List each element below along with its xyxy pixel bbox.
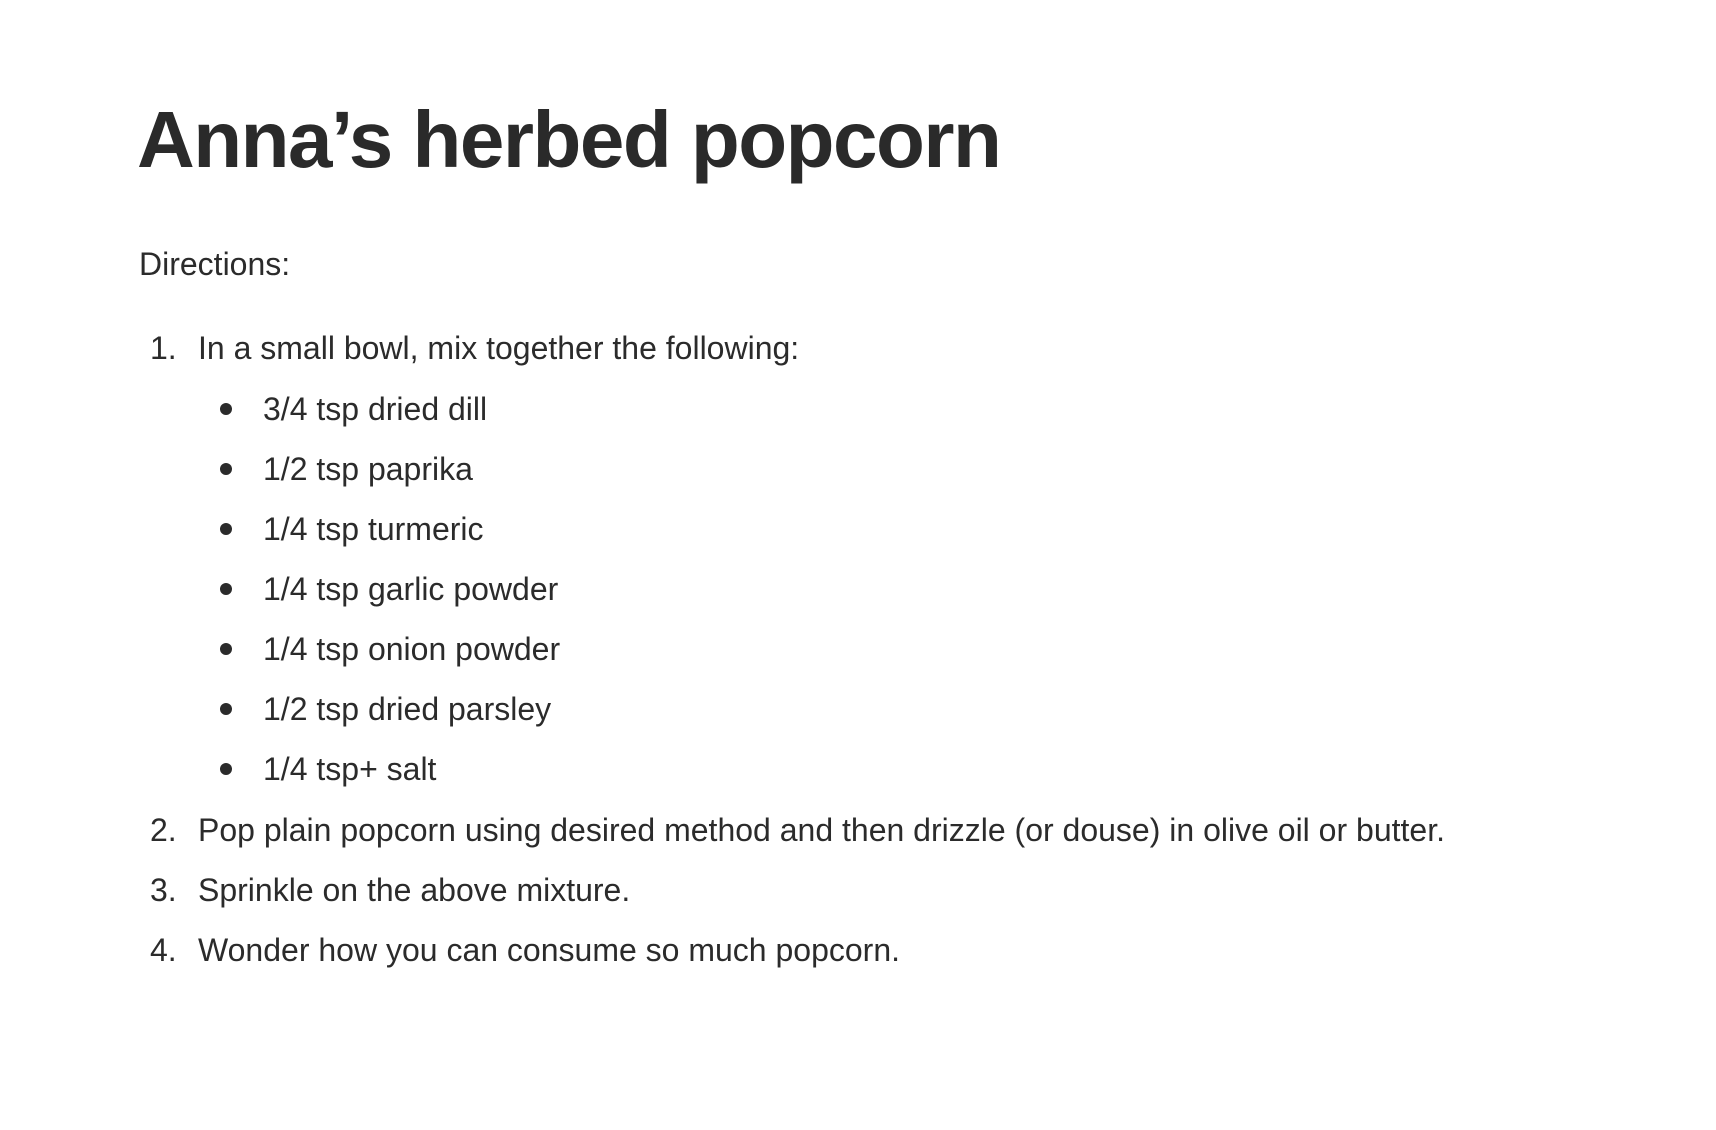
bullet-icon bbox=[220, 403, 232, 415]
step-text: Wonder how you can consume so much popcorn. bbox=[198, 932, 901, 968]
bullet-icon bbox=[220, 583, 232, 595]
step-text: In a small bowl, mix together the following: bbox=[198, 330, 800, 366]
step-number: 2. bbox=[150, 812, 177, 848]
directions-label: Directions: bbox=[139, 246, 291, 282]
step-number: 4. bbox=[150, 932, 177, 968]
bullet-icon bbox=[220, 763, 232, 775]
step-number: 1. bbox=[150, 330, 177, 366]
ingredient-text: 1/4 tsp+ salt bbox=[263, 751, 437, 787]
step-text: Sprinkle on the above mixture. bbox=[198, 872, 631, 908]
bullet-icon bbox=[220, 703, 232, 715]
ingredient-text: 1/2 tsp dried parsley bbox=[263, 691, 552, 727]
page-title: Anna’s herbed popcorn bbox=[137, 95, 1001, 184]
bullet-icon bbox=[220, 643, 232, 655]
bullet-icon bbox=[220, 463, 232, 475]
ingredient-text: 1/4 tsp turmeric bbox=[263, 511, 484, 547]
ingredient-text: 1/4 tsp onion powder bbox=[263, 631, 561, 667]
ingredient-text: 1/4 tsp garlic powder bbox=[263, 571, 559, 607]
step-text: Pop plain popcorn using desired method and then drizzle (or douse) in olive oil or butter. bbox=[198, 812, 1445, 848]
bullet-icon bbox=[220, 523, 232, 535]
step-number: 3. bbox=[150, 872, 177, 908]
ingredient-text: 3/4 tsp dried dill bbox=[263, 391, 488, 427]
ingredient-text: 1/2 tsp paprika bbox=[263, 451, 473, 487]
